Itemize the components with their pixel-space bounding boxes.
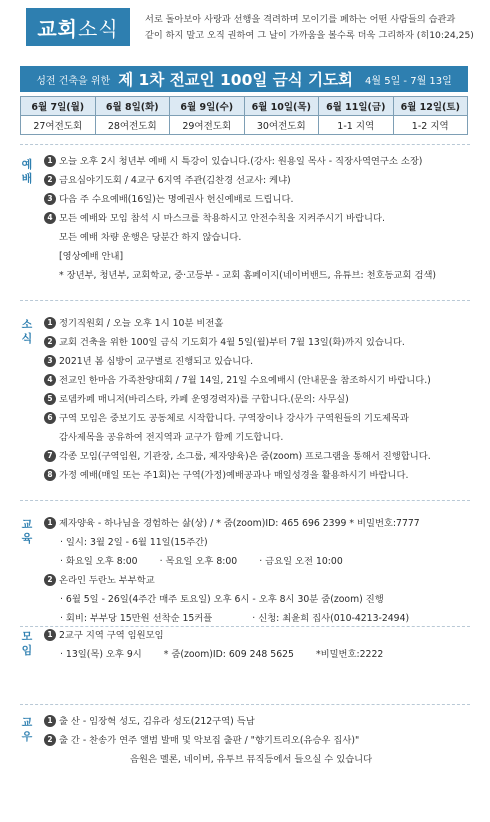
list-item <box>44 314 476 333</box>
class-time: · 금요일 오전 10:00 <box>259 556 343 567</box>
list-item-text: 다음 주 수요예배(16일)는 명예권사 헌신예배로 드립니다. <box>59 194 294 205</box>
list-item-text: 교회 건축을 위한 100일 금식 기도회가 4월 5일(월)부터 7월 13일(화)까지 있습니다. <box>59 337 405 348</box>
schedule-group: 29여전도회 <box>170 116 245 135</box>
list-item <box>44 333 476 352</box>
list-item-text: 금요심야기도회 / 4교구 6지역 주관(김찬경 선교사: 케냐) <box>59 175 291 186</box>
number-badge: 1 <box>44 715 56 727</box>
list-item <box>44 152 476 171</box>
list-item-text: 각종 모임(구역임원, 기관장, 소그룹, 제자양육)은 줌(zoom) 프로그램을 통해서 진행합니다. <box>59 451 431 462</box>
list-item <box>44 731 476 750</box>
list-item <box>44 352 476 371</box>
list-item <box>44 171 476 190</box>
section-label-education: 교 육 <box>21 518 33 545</box>
section-label-news: 소 식 <box>21 318 33 345</box>
couples-school-schedule: · 6월 5일 - 26일(4주간 매주 토요일) 오후 6시 - 오후 8시 30분 줌(zoom) 진행 <box>60 594 384 605</box>
schedule-groups-row <box>21 116 468 135</box>
list-item-continuation: 음원은 멜론, 네이버, 유투브 뮤직등에서 들으실 수 있습니다 <box>130 754 373 765</box>
list-item <box>44 571 476 590</box>
meeting-section <box>44 626 476 664</box>
section-divider <box>20 144 470 145</box>
number-badge: 6 <box>44 412 56 424</box>
list-item-text: 2교구 지역 구역 임원모임 <box>59 630 164 641</box>
list-item <box>44 712 476 731</box>
zoom-password: *비밀번호:2222 <box>315 649 384 660</box>
section-label-worship: 예 배 <box>21 158 33 185</box>
number-badge: 3 <box>44 193 56 205</box>
number-badge: 1 <box>44 317 56 329</box>
section-divider <box>20 300 470 301</box>
number-badge: 2 <box>44 734 56 746</box>
list-item <box>44 466 476 485</box>
number-badge: 1 <box>44 155 56 167</box>
number-badge: 8 <box>44 469 56 481</box>
number-badge: 5 <box>44 393 56 405</box>
list-item <box>44 626 476 645</box>
schedule-day: 6월 8일(화) <box>95 97 170 116</box>
section-label-members: 교 우 <box>21 716 33 743</box>
list-item <box>44 447 476 466</box>
schedule-days-row <box>21 97 468 116</box>
list-item <box>44 371 476 390</box>
number-badge: 4 <box>44 212 56 224</box>
list-item-text: 로뎀카페 매니저(바리스타, 카페 운영경력자)를 구합니다.(문의: 사무실) <box>59 394 349 405</box>
banner-title: 제 1차 전교인 100일 금식 기도회 <box>118 71 354 89</box>
list-item <box>44 209 476 228</box>
fasting-prayer-banner <box>20 66 468 92</box>
number-badge: 2 <box>44 336 56 348</box>
zoom-password: * 비밀번호:7777 <box>349 518 420 529</box>
page-title-light: 소식 <box>78 16 119 41</box>
bible-verse-line-1: 서로 돌아보아 사랑과 선행을 격려하며 모이기를 폐하는 어떤 사람들의 습관과 <box>145 14 456 25</box>
schedule-day: 6월 9일(수) <box>170 97 245 116</box>
number-badge: 2 <box>44 574 56 586</box>
meeting-details <box>44 645 476 664</box>
schedule-day: 6월 7일(월) <box>21 97 96 116</box>
list-item-text: 모든 예배와 모임 참석 시 마스크를 착용하시고 안전수칙을 지켜주시기 바랍니다. <box>59 213 385 224</box>
number-badge: 7 <box>44 450 56 462</box>
schedule-day: 6월 12일(토) <box>393 97 468 116</box>
prayer-schedule-table <box>20 96 468 135</box>
number-badge: 4 <box>44 374 56 386</box>
list-item-text: 정기직원회 / 오늘 오후 1시 10분 비전홀 <box>59 318 224 329</box>
church-news-header <box>0 0 490 60</box>
class-time: · 목요일 오후 8:00 <box>159 556 238 567</box>
section-divider <box>20 500 470 501</box>
schedule-dates: · 일시: 3월 2일 - 6월 11일(15주간) <box>60 537 208 548</box>
list-item-text: 출 산 - 임장혁 성도, 김유라 성도(212구역) 득남 <box>59 716 255 727</box>
schedule-group: 27여전도회 <box>21 116 96 135</box>
number-badge: 2 <box>44 174 56 186</box>
members-section <box>44 712 476 769</box>
list-item-text: 제자양육 - 하나님을 경험하는 삶(상) / <box>59 518 214 529</box>
class-time: · 화요일 오후 8:00 <box>60 556 138 567</box>
zoom-id: * 줌(zoom)ID: 465 696 2399 <box>216 518 347 529</box>
news-section <box>44 314 476 485</box>
video-worship-text: * 장년부, 청년부, 교회학교, 중·고등부 - 교회 홈페이지(네이버밴드, 유튜브: 천호동교회 검색) <box>59 270 437 281</box>
section-label-meeting: 모 임 <box>21 630 33 657</box>
list-item-text: 전교인 한마음 가족찬양대회 / 7월 14일, 21일 수요예배시 (안내문을 참조하시기 바랍니다.) <box>59 375 431 386</box>
video-worship-title: [영상예배 안내] <box>59 251 124 262</box>
bible-verse <box>145 12 475 44</box>
number-badge: 3 <box>44 355 56 367</box>
list-item-text: 온라인 두란노 부부학교 <box>59 575 155 586</box>
number-badge: 1 <box>44 517 56 529</box>
list-item-continuation: 모든 예배 차량 운행은 당분간 하지 않습니다. <box>59 232 242 243</box>
meeting-time: · 13일(목) 오후 9시 <box>60 649 142 660</box>
schedule-day: 6월 10일(목) <box>244 97 319 116</box>
list-item <box>44 390 476 409</box>
worship-section <box>44 152 476 285</box>
schedule-day: 6월 11일(금) <box>319 97 394 116</box>
page-title-bold: 교회 <box>37 16 78 41</box>
banner-dates: 4월 5일 - 7월 13일 <box>365 75 452 87</box>
list-item-text: 오늘 오후 2시 청년부 예배 시 특강이 있습니다.(강사: 원용일 목사 - 직장사역연구소 소장) <box>59 156 423 167</box>
section-divider <box>20 704 470 705</box>
schedule-group: 1-2 지역 <box>393 116 468 135</box>
list-item-text: 2021년 봄 심방이 교구별로 진행되고 있습니다. <box>59 356 254 367</box>
education-section <box>44 514 476 628</box>
number-badge: 1 <box>44 629 56 641</box>
list-item <box>44 190 476 209</box>
fee-info: · 회비: 부부당 15만원 선착순 15커플 <box>60 613 213 624</box>
registration-contact: · 신청: 최윤희 집사(010-4213-2494) <box>252 613 410 624</box>
list-item-continuation: 감사제목을 공유하여 전지역과 교구가 함께 기도합니다. <box>59 432 284 443</box>
schedule-group: 1-1 지역 <box>319 116 394 135</box>
bible-verse-line-2: 같이 하지 말고 오직 권하여 그 날이 가까움을 볼수록 더욱 그리하자 (히10:24,25) <box>145 30 474 41</box>
page-title <box>26 8 130 46</box>
zoom-id: * 줌(zoom)ID: 609 248 5625 <box>163 649 294 660</box>
schedule-group: 30여전도회 <box>244 116 319 135</box>
schedule-group: 28여전도회 <box>95 116 170 135</box>
list-item <box>44 514 476 533</box>
list-item-text: 구역 모임은 중보기도 공동체로 시작합니다. 구역장이나 강사가 구역원들의 기도제목과 <box>59 413 409 424</box>
list-item <box>44 409 476 428</box>
banner-prefix: 성전 건축을 위한 <box>36 75 111 87</box>
list-item-text: 가정 예배(매일 또는 주1회)는 구역(가정)예배공과나 매일성경을 활용하시기 바랍니다. <box>59 470 409 481</box>
class-times <box>44 552 476 571</box>
list-item-text: 출 간 - 찬송가 연주 앨범 발매 및 악보집 출판 / "향기트리오(유승우 집사)" <box>59 735 360 746</box>
